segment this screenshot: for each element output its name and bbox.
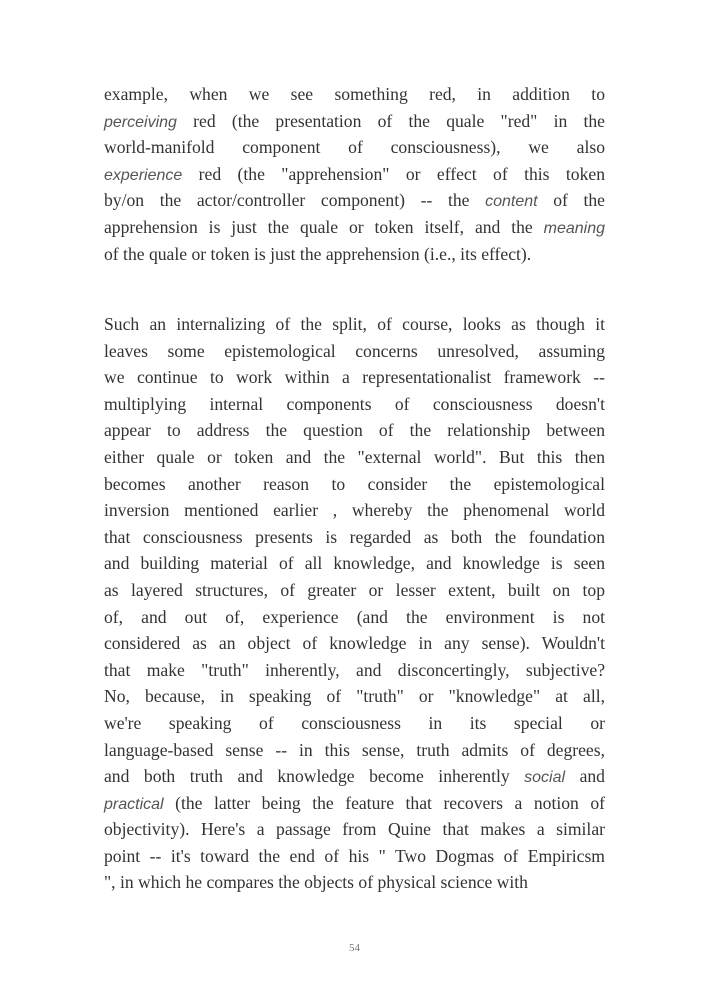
text-line: of, and out of, experience (and the environment is not [104, 606, 605, 627]
text-line: by/on the actor/controller component) -- the content of the [104, 190, 605, 211]
paragraph-2 [104, 311, 605, 896]
text-line: Such an internalizing of the split, of course, looks as though it [104, 314, 605, 334]
emphasized-text: experience [104, 166, 183, 184]
text-line: multiplying internal components of consciousness doesn't [104, 393, 605, 414]
text-line: inversion mentioned earlier , whereby the phenomenal world [104, 500, 605, 521]
paragraph-1 [104, 81, 605, 267]
text-line: we're speaking of consciousness in its special or [104, 712, 605, 733]
text-line: as layered structures, of greater or lesser extent, built on top [104, 579, 605, 600]
text-line: practical (the latter being the feature that recovers a notion of [104, 792, 605, 813]
text-line: appear to address the question of the relationship between [104, 420, 605, 441]
emphasized-text: social [524, 769, 566, 787]
text-line: and building material of all knowledge, and knowledge is seen [104, 553, 605, 574]
emphasized-text: perceiving [104, 113, 177, 131]
page-number: 54 [349, 942, 360, 954]
text-line: perceiving red (the presentation of the quale "red" in the [104, 110, 605, 131]
text-line: No, because, in speaking of "truth" or "knowledge" at all, [104, 686, 605, 707]
text-line: we continue to work within a representationalist framework -- [104, 367, 605, 388]
emphasized-text: practical [104, 795, 164, 813]
text-line: leaves some epistemological concerns unresolved, assuming [104, 340, 605, 361]
text-line: that make "truth" inherently, and disconcertingly, subjective? [104, 659, 605, 680]
text-line: point -- it's toward the end of his " Two Dogmas of Empiricsm [104, 845, 605, 866]
text-line: objectivity). Here's a passage from Quine that makes a similar [104, 819, 605, 840]
text-line: that consciousness presents is regarded as both the foundation [104, 526, 605, 547]
text-line: becomes another reason to consider the epistemological [104, 473, 605, 494]
text-line: either quale or token and the "external world". But this then [104, 446, 605, 467]
text-line: language-based sense -- in this sense, truth admits of degrees, [104, 739, 605, 760]
text-line: world-manifold component of consciousness), we also [104, 137, 605, 158]
text-line: ", in which he compares the objects of physical science with [104, 872, 528, 893]
text-line: apprehension is just the quale or token itself, and the meaning [104, 216, 605, 237]
emphasized-text: meaning [543, 219, 605, 237]
text-line: considered as an object of knowledge in any sense). Wouldn't [104, 633, 605, 654]
text-line: experience red (the "apprehension" or effect of this token [104, 163, 605, 184]
emphasized-text: content [485, 193, 538, 211]
text-line: example, when we see something red, in addition to [104, 84, 605, 104]
text-line: and both truth and knowledge become inherently social and [104, 766, 605, 787]
text-line: of the quale or token is just the apprehension (i.e., its effect). [104, 243, 532, 264]
